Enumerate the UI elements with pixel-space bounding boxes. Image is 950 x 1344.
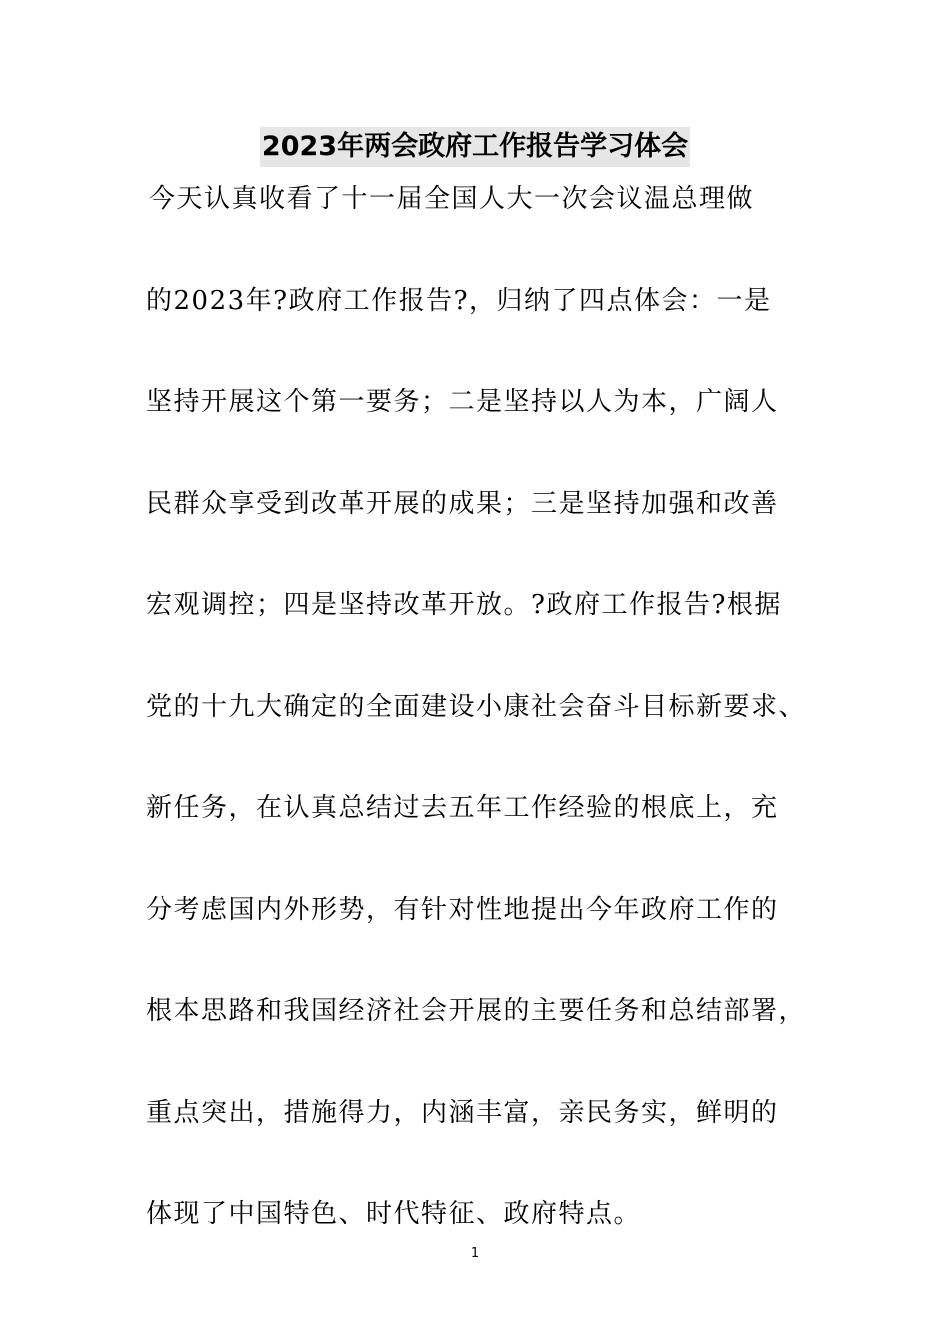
page-number: 1 <box>470 1246 480 1261</box>
body-line: 新任务，在认真总结过去五年工作经验的根底上，充 <box>146 793 779 823</box>
body-line: 重点突出，措施得力，内涵丰富，亲民务实，鲜明的 <box>146 1097 779 1128</box>
body-line: 分考虑国内外形势，有针对性地提出今年政府工作的 <box>146 894 779 925</box>
body-text <box>146 177 836 1294</box>
body-line: 根本思路和我国经济社会开展的主要任务和总结部署， <box>146 996 807 1026</box>
body-line: 民群众享受到改革开展的成果；三是坚持加强和改善 <box>146 488 779 519</box>
body-line: 今天认真收看了十一届全国人大一次会议温总理做 <box>149 184 755 214</box>
title-container <box>0 127 950 167</box>
body-line: 体现了中国特色、时代特征、政府特点。 <box>146 1199 642 1229</box>
body-line: 宏观调控；四是坚持改革开放。?政府工作报告?根据 <box>146 590 782 620</box>
document-title: 2023年两会政府工作报告学习体会 <box>260 127 690 167</box>
body-line: 党的十九大确定的全面建设小康社会奋斗目标新要求、 <box>146 691 807 722</box>
body-line: 的2023年?政府工作报告?，归纳了四点体会：一是 <box>146 285 772 316</box>
body-line: 坚持开展这个第一要务；二是坚持以人为本，广阔人 <box>146 387 779 417</box>
